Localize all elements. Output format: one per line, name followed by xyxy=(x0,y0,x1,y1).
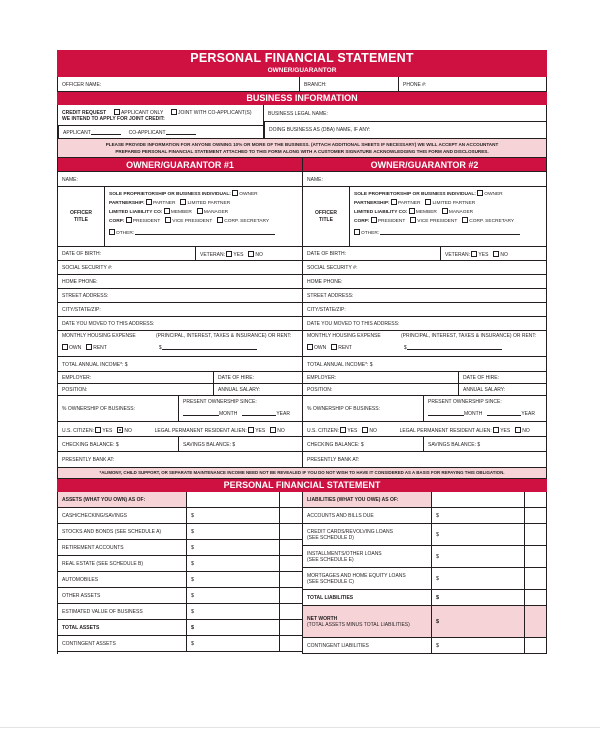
alien-yes-checkbox[interactable] xyxy=(493,427,499,433)
corp-secretary-checkbox[interactable] xyxy=(217,217,223,223)
asset-row xyxy=(58,508,302,524)
date-of-hire-field[interactable]: DATE OF HIRE: xyxy=(213,372,302,383)
ownership-year-line[interactable] xyxy=(242,411,276,416)
own-checkbox[interactable] xyxy=(62,344,68,350)
annual-income-field[interactable]: TOTAL ANNUAL INCOME*: $ xyxy=(307,362,373,368)
ownership-since-label: PRESENT OWNERSHIP SINCE: xyxy=(428,399,502,405)
notice-line-1: PLEASE PROVIDE INFORMATION FOR ANYONE OWNING 10% OR MORE OF THE BUSINESS. (ATTACH ADDITIONAL SHEETS IF NECESSARY) WE WILL ACCEPT AN ACCOUNTANT xyxy=(105,142,499,147)
officer-title-label: OFFICER TITLE xyxy=(58,187,105,246)
llc-label: LIMITED LIABILITY CO: xyxy=(354,210,408,215)
housing-label: MONTHLY HOUSING EXPENSE xyxy=(307,333,381,339)
asset-label: CASH/CHECKING/SAVINGS xyxy=(58,508,187,523)
asset-extra-cell xyxy=(280,588,302,603)
no-label: NO xyxy=(369,428,377,434)
citizen-yes-checkbox[interactable] xyxy=(340,427,346,433)
liability-row xyxy=(303,568,546,590)
month-label: MONTH xyxy=(464,411,483,417)
housing-detail-label: (PRINCIPAL, INTEREST, TAXES & INSURANCE) OR RENT: xyxy=(156,333,292,339)
asset-row xyxy=(58,572,302,588)
liability-label: INSTALLMENTS/OTHER LOANS (SEE SCHEDULE E) xyxy=(303,546,432,567)
asset-label: AUTOMOBILES xyxy=(58,572,187,587)
veteran-no-checkbox[interactable] xyxy=(248,251,254,257)
other-title-line[interactable] xyxy=(380,230,520,235)
owners-section xyxy=(57,158,547,467)
credit-request-section xyxy=(58,105,263,138)
liability-extra-cell xyxy=(525,524,546,545)
officer-name-field[interactable]: OFFICER NAME: xyxy=(62,82,102,88)
sole-prop-label: SOLE PROPRIETORSHIP OR BUSINESS INDIVIDUAL: xyxy=(354,192,476,197)
citizen-no-checkbox[interactable] xyxy=(362,427,368,433)
home-phone-field[interactable]: HOME PHONE: xyxy=(307,279,343,285)
joint-label: JOINT WITH CO-APPLICANT(S) xyxy=(177,110,252,116)
ownership-month-line[interactable] xyxy=(183,411,219,416)
other-label: OTHER: xyxy=(361,231,380,236)
street-address-field[interactable]: STREET ADDRESS: xyxy=(307,293,354,299)
sole-prop-label: SOLE PROPRIETORSHIP OR BUSINESS INDIVIDUAL: xyxy=(109,192,231,197)
ownership-year-line[interactable] xyxy=(487,411,521,416)
street-address-field[interactable]: STREET ADDRESS: xyxy=(62,293,109,299)
vice-president-checkbox[interactable] xyxy=(165,217,171,223)
veteran-label: VETERAN: xyxy=(445,252,471,258)
member-checkbox[interactable] xyxy=(164,208,170,214)
asset-label: ESTIMATED VALUE OF BUSINESS xyxy=(58,604,187,619)
partner-label: PARTNER xyxy=(397,201,421,206)
financial-statement-form xyxy=(57,50,547,654)
own-label: OWN xyxy=(314,345,327,351)
housing-label: MONTHLY HOUSING EXPENSE xyxy=(62,333,136,339)
pfs-table xyxy=(57,492,547,654)
applicant-label: APPLICANT xyxy=(63,130,91,136)
asset-extra-cell xyxy=(280,572,302,587)
manager-label: MANAGER xyxy=(448,210,474,215)
veteran-no-checkbox[interactable] xyxy=(493,251,499,257)
ownership-since-label: PRESENT OWNERSHIP SINCE: xyxy=(183,399,257,405)
checking-balance-field[interactable]: CHECKING BALANCE: $ xyxy=(62,442,119,448)
manager-checkbox[interactable] xyxy=(442,208,448,214)
vice-president-checkbox[interactable] xyxy=(410,217,416,223)
business-info-row xyxy=(57,105,547,139)
liability-value[interactable]: $ xyxy=(432,606,525,637)
owner-1-name-field[interactable]: NAME: xyxy=(62,177,78,183)
liability-extra-cell xyxy=(525,508,546,523)
asset-extra-cell xyxy=(280,524,302,539)
rent-label: RENT xyxy=(338,345,352,351)
asset-row xyxy=(58,620,302,636)
city-state-zip-field[interactable]: CITY/STATE/ZIP: xyxy=(62,307,101,313)
co-applicant-label: CO-APPLICANT xyxy=(128,130,166,136)
asset-extra-cell xyxy=(280,540,302,555)
asset-row xyxy=(58,588,302,604)
employer-field[interactable]: EMPLOYER: xyxy=(62,375,92,381)
citizen-label: U.S. CITIZEN: xyxy=(62,428,94,434)
member-label: MEMBER xyxy=(415,210,437,215)
dob-field[interactable]: DATE OF BIRTH: xyxy=(62,251,101,257)
member-label: MEMBER xyxy=(170,210,192,215)
owner-2-name-field[interactable]: NAME: xyxy=(307,177,323,183)
owner-checkbox[interactable] xyxy=(232,190,238,196)
dba-name-field[interactable]: DOING BUSINESS AS (DBA) NAME, IF ANY: xyxy=(264,122,546,138)
corp-secretary-checkbox[interactable] xyxy=(462,217,468,223)
liability-row xyxy=(303,524,546,546)
asset-label: TOTAL ASSETS xyxy=(58,620,187,635)
pfs-heading: PERSONAL FINANCIAL STATEMENT xyxy=(57,479,547,492)
annual-income-field[interactable]: TOTAL ANNUAL INCOME*: $ xyxy=(62,362,128,368)
yes-label: YES xyxy=(478,252,489,258)
moved-date-field[interactable]: DATE YOU MOVED TO THIS ADDRESS: xyxy=(307,321,400,327)
rent-checkbox[interactable] xyxy=(331,344,337,350)
dollar-sign: $ xyxy=(158,345,162,351)
president-label: PRESIDENT xyxy=(132,219,161,224)
owner-1-name-row xyxy=(58,172,302,187)
no-label: NO xyxy=(124,428,132,434)
housing-amount-line[interactable] xyxy=(407,345,502,350)
bank-field[interactable]: PRESENTLY BANK AT: xyxy=(307,457,360,463)
liability-value[interactable]: $ xyxy=(432,524,525,545)
liability-extra-cell xyxy=(525,606,546,637)
liability-row xyxy=(303,606,546,638)
dob-field[interactable]: DATE OF BIRTH: xyxy=(307,251,346,257)
asset-extra-cell xyxy=(280,620,302,635)
citizen-no-checkbox[interactable] xyxy=(117,427,123,433)
business-legal-name-field[interactable]: BUSINESS LEGAL NAME: xyxy=(264,105,546,122)
corp-secretary-label: CORP. SECRETARY xyxy=(224,219,270,224)
asset-label: OTHER ASSETS xyxy=(58,588,187,603)
no-label: NO xyxy=(500,252,508,258)
liability-row xyxy=(303,508,546,524)
notice-line-2: PREPARED PERSONAL FINANCIAL STATEMENT ATTACHED TO THIS FORM ALONG WITH A CUSTOMER SIGNATURE ACKNOWLEDGING THIS FORM AND DISCLOSURES. xyxy=(115,149,489,154)
vice-president-label: VICE PRESIDENT xyxy=(417,219,458,224)
no-label: NO xyxy=(522,428,530,434)
alien-no-checkbox[interactable] xyxy=(515,427,521,433)
ownership-month-line[interactable] xyxy=(428,411,464,416)
liability-extra-cell xyxy=(525,546,546,567)
savings-balance-field[interactable]: SAVINGS BALANCE: $ xyxy=(423,437,546,451)
veteran-yes-checkbox[interactable] xyxy=(471,251,477,257)
moved-date-field[interactable]: DATE YOU MOVED TO THIS ADDRESS: xyxy=(62,321,155,327)
applicant-only-checkbox[interactable] xyxy=(114,109,120,115)
president-checkbox[interactable] xyxy=(126,217,132,223)
asset-value[interactable]: $ xyxy=(187,620,280,635)
bank-field[interactable]: PRESENTLY BANK AT: xyxy=(62,457,115,463)
assets-rows xyxy=(58,508,302,652)
branch-field[interactable]: BRANCH: xyxy=(299,77,398,91)
limited-partner-checkbox[interactable] xyxy=(425,199,431,205)
liability-label: MORTGAGES AND HOME EQUITY LOANS (SEE SCHEDULE C) xyxy=(303,568,432,589)
housing-amount-line[interactable] xyxy=(162,345,257,350)
asset-extra-cell xyxy=(280,636,302,651)
savings-balance-field[interactable]: SAVINGS BALANCE: $ xyxy=(178,437,302,451)
other-checkbox[interactable] xyxy=(109,229,115,235)
liability-label: ACCOUNTS AND BILLS DUE xyxy=(303,508,432,523)
corp-secretary-label: CORP. SECRETARY xyxy=(469,219,515,224)
form-title: PERSONAL FINANCIAL STATEMENT xyxy=(190,51,414,65)
page-edge xyxy=(0,727,600,728)
own-checkbox[interactable] xyxy=(307,344,313,350)
annual-salary-field[interactable]: ANNUAL SALARY: xyxy=(458,384,546,395)
asset-value[interactable]: $ xyxy=(187,572,280,587)
vice-president-label: VICE PRESIDENT xyxy=(172,219,213,224)
yes-label: YES xyxy=(233,252,244,258)
owner-1-dob-row xyxy=(58,247,302,261)
president-label: PRESIDENT xyxy=(377,219,406,224)
employer-field[interactable]: EMPLOYER: xyxy=(307,375,337,381)
phone-field[interactable]: PHONE #: xyxy=(398,77,546,91)
asset-value[interactable]: $ xyxy=(187,556,280,571)
applicant-initials-line[interactable] xyxy=(91,130,121,135)
owner-1-officer-title xyxy=(58,187,302,247)
liability-row xyxy=(303,590,546,606)
no-label: NO xyxy=(255,252,263,258)
corp-label: CORP: xyxy=(109,219,125,224)
checking-balance-field[interactable]: CHECKING BALANCE: $ xyxy=(307,442,364,448)
asset-label: REAL ESTATE (SEE SCHEDULE B) xyxy=(58,556,187,571)
business-name-section xyxy=(263,105,546,138)
limited-partner-label: LIMITED PARTNER xyxy=(187,201,231,206)
year-label: YEAR xyxy=(521,411,535,417)
asset-label: STOCKS AND BONDS (SEE SCHEDULE A) xyxy=(58,524,187,539)
yes-label: YES xyxy=(102,428,113,434)
annual-salary-field[interactable]: ANNUAL SALARY: xyxy=(213,384,302,395)
asset-label: RETIREMENT ACCOUNTS xyxy=(58,540,187,555)
liability-label: CREDIT CARDS/REVOLVING LOANS (SEE SCHEDULE D) xyxy=(303,524,432,545)
business-info-heading: BUSINESS INFORMATION xyxy=(57,92,547,105)
partner-checkbox[interactable] xyxy=(391,199,397,205)
ownership-pct-field[interactable]: % OWNERSHIP OF BUSINESS: xyxy=(62,406,135,412)
other-title-line[interactable] xyxy=(135,230,275,235)
no-label: NO xyxy=(277,428,285,434)
liability-label: NET WORTH (TOTAL ASSETS MINUS TOTAL LIABILITIES) xyxy=(303,606,432,637)
limited-partner-checkbox[interactable] xyxy=(180,199,186,205)
owner-2-officer-title xyxy=(303,187,546,247)
asset-value[interactable]: $ xyxy=(187,540,280,555)
rent-label: RENT xyxy=(93,345,107,351)
home-phone-field[interactable]: HOME PHONE: xyxy=(62,279,98,285)
ssn-field[interactable]: SOCIAL SECURITY #: xyxy=(62,265,113,271)
position-field[interactable]: POSITION: xyxy=(62,387,88,393)
liability-value[interactable]: $ xyxy=(432,590,525,605)
asset-value[interactable]: $ xyxy=(187,524,280,539)
asset-row xyxy=(58,556,302,572)
member-checkbox[interactable] xyxy=(409,208,415,214)
ownership-notice xyxy=(57,139,547,158)
other-checkbox[interactable] xyxy=(354,229,360,235)
veteran-label: VETERAN: xyxy=(200,252,226,258)
manager-checkbox[interactable] xyxy=(197,208,203,214)
asset-value[interactable]: $ xyxy=(187,636,280,651)
liability-label: TOTAL LIABILITIES xyxy=(303,590,432,605)
yes-label: YES xyxy=(347,428,358,434)
liabilities-rows xyxy=(303,508,546,654)
date-of-hire-field[interactable]: DATE OF HIRE: xyxy=(458,372,546,383)
year-label: YEAR xyxy=(276,411,290,417)
yes-label: YES xyxy=(255,428,266,434)
asset-value[interactable]: $ xyxy=(187,588,280,603)
liability-extra-cell xyxy=(525,568,546,589)
owner-2-column xyxy=(302,158,546,467)
liabilities-header: LIABILITIES (WHAT YOU OWE) AS OF: xyxy=(303,492,432,507)
joint-checkbox[interactable] xyxy=(171,109,177,115)
citizen-label: U.S. CITIZEN: xyxy=(307,428,339,434)
officer-title-label: OFFICER TITLE xyxy=(303,187,350,246)
partner-checkbox[interactable] xyxy=(146,199,152,205)
own-label: OWN xyxy=(69,345,82,351)
liability-value[interactable]: $ xyxy=(432,638,525,653)
joint-intent-label: WE INTEND TO APPLY FOR JOINT CREDIT: xyxy=(62,116,165,122)
liability-label: CONTINGENT LIABILITIES xyxy=(303,638,432,653)
liability-row xyxy=(303,638,546,654)
month-label: MONTH xyxy=(219,411,238,417)
liabilities-as-of-date[interactable] xyxy=(432,492,525,507)
officer-row xyxy=(57,77,547,92)
asset-value[interactable]: $ xyxy=(187,604,280,619)
position-field[interactable]: POSITION: xyxy=(307,387,333,393)
alien-label: LEGAL PERMANENT RESIDENT ALIEN: xyxy=(399,428,492,434)
alien-no-checkbox[interactable] xyxy=(270,427,276,433)
ssn-field[interactable]: SOCIAL SECURITY #: xyxy=(307,265,358,271)
city-state-zip-field[interactable]: CITY/STATE/ZIP: xyxy=(307,307,346,313)
alien-yes-checkbox[interactable] xyxy=(248,427,254,433)
partnership-label: PARTNERSHIP: xyxy=(354,201,390,206)
alien-label: LEGAL PERMANENT RESIDENT ALIEN: xyxy=(154,428,247,434)
ownership-pct-field[interactable]: % OWNERSHIP OF BUSINESS: xyxy=(307,406,380,412)
partnership-label: PARTNERSHIP: xyxy=(109,201,145,206)
applicant-only-label: APPLICANT ONLY xyxy=(120,110,164,116)
llc-label: LIMITED LIABILITY CO: xyxy=(109,210,163,215)
liability-value[interactable]: $ xyxy=(432,546,525,567)
owner-checkbox[interactable] xyxy=(477,190,483,196)
rent-checkbox[interactable] xyxy=(86,344,92,350)
asset-row xyxy=(58,636,302,652)
assets-column xyxy=(58,492,302,654)
asset-row xyxy=(58,540,302,556)
other-label: OTHER: xyxy=(116,231,135,236)
limited-partner-label: LIMITED PARTNER xyxy=(432,201,476,206)
asset-extra-cell xyxy=(280,556,302,571)
owner-label: OWNER xyxy=(484,192,503,197)
liabilities-column xyxy=(302,492,546,654)
alimony-notice: *ALIMONY, CHILD SUPPORT, OR SEPARATE MAINTENANCE INCOME NEED NOT BE REVEALED IF YOU DO NOT WISH TO HAVE IT CONSIDERED AS A BASIS FOR REPAYING THIS OBLIGATION. xyxy=(57,467,547,479)
partner-label: PARTNER xyxy=(152,201,176,206)
owner-1-column xyxy=(58,158,302,467)
liability-value[interactable]: $ xyxy=(432,568,525,589)
owner-label: OWNER xyxy=(239,192,258,197)
asset-label: CONTINGENT ASSETS xyxy=(58,636,187,651)
asset-value[interactable]: $ xyxy=(187,508,280,523)
form-header xyxy=(57,50,547,77)
housing-expense-row xyxy=(58,331,302,357)
manager-label: MANAGER xyxy=(203,210,229,215)
corp-label: CORP: xyxy=(354,219,370,224)
credit-request-label: CREDIT REQUEST xyxy=(62,110,107,116)
owner-2-heading: OWNER/GUARANTOR #2 xyxy=(303,158,546,172)
owner-1-heading: OWNER/GUARANTOR #1 xyxy=(58,158,302,172)
asset-row xyxy=(58,524,302,540)
assets-header: ASSETS (WHAT YOU OWN) AS OF: xyxy=(58,492,187,507)
asset-extra-cell xyxy=(280,508,302,523)
asset-row xyxy=(58,604,302,620)
yes-label: YES xyxy=(500,428,511,434)
liability-extra-cell xyxy=(525,638,546,653)
liability-extra-cell xyxy=(525,590,546,605)
co-applicant-initials-line[interactable] xyxy=(166,130,196,135)
citizen-yes-checkbox[interactable] xyxy=(95,427,101,433)
assets-as-of-date[interactable] xyxy=(187,492,280,507)
dollar-sign: $ xyxy=(403,345,407,351)
liability-row xyxy=(303,546,546,568)
asset-extra-cell xyxy=(280,604,302,619)
president-checkbox[interactable] xyxy=(371,217,377,223)
housing-detail-label: (PRINCIPAL, INTEREST, TAXES & INSURANCE) OR RENT: xyxy=(401,333,537,339)
liability-value[interactable]: $ xyxy=(432,508,525,523)
veteran-yes-checkbox[interactable] xyxy=(226,251,232,257)
form-subtitle: OWNER/GUARANTOR xyxy=(267,67,337,74)
